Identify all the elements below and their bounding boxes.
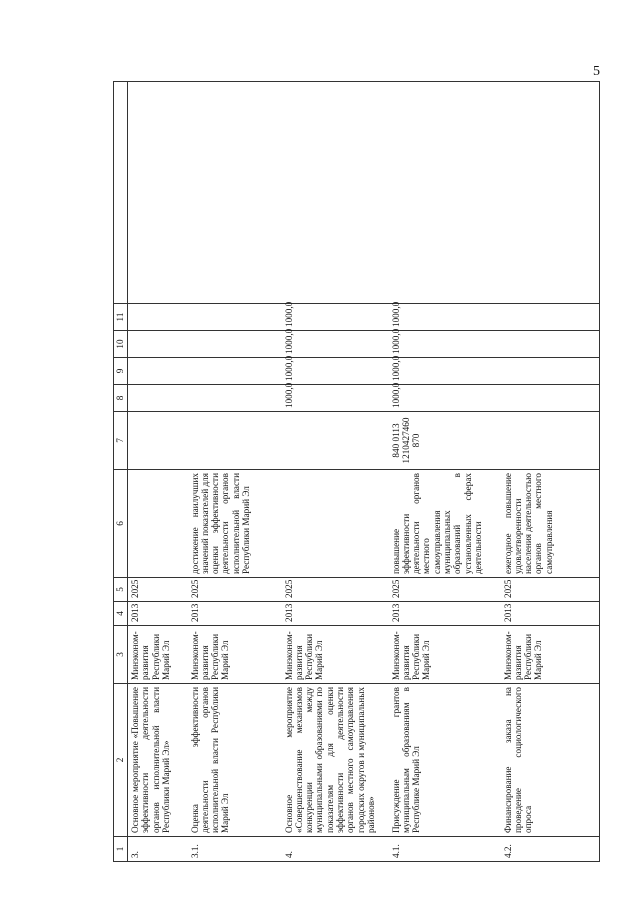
table-row <box>282 82 389 862</box>
expected-result: ежегодное повышение удовлетворенности населения деятельностью органов местного самоуправления <box>501 470 600 578</box>
budget-code <box>282 412 389 470</box>
executor: Минэконом-развития Республики Марий Эл <box>282 626 389 684</box>
value-col-11: 1000,0 <box>389 304 501 331</box>
value-col-11 <box>501 304 600 331</box>
row-number: 3.1. <box>188 837 282 862</box>
column-number-5: 5 <box>114 578 128 602</box>
value-col-8 <box>501 385 600 412</box>
blank-cell <box>282 82 389 304</box>
column-number-2: 2 <box>114 684 128 837</box>
header-row <box>114 82 128 862</box>
expected-result: достижение наилучших значений показателей для оценки эффективности деятельности органов исполнительной власти Республики Марий Эл <box>188 470 282 578</box>
row-number: 4.1. <box>389 837 501 862</box>
start-year: 2013 <box>188 602 282 626</box>
value-col-11: 1000,0 <box>282 304 389 331</box>
table-row <box>389 82 501 862</box>
activity-name: Основное мероприятие «Совершенствование механизмов конкуренции между муниципальными образованиями по показателям для оценки эффективности деятельности органов местного самоуправления городских округов и муниципальных районов» <box>282 684 389 837</box>
rotated-table-sheet <box>113 82 603 862</box>
value-col-8: 1000,0 <box>389 385 501 412</box>
start-year: 2013 <box>128 602 188 626</box>
value-col-9: 1000,0 <box>282 358 389 385</box>
table-row <box>188 82 282 862</box>
end-year: 2025 <box>501 578 600 602</box>
end-year: 2025 <box>389 578 501 602</box>
column-number-7: 7 <box>114 412 128 470</box>
column-number-1: 1 <box>114 837 128 862</box>
budget-code <box>128 412 188 470</box>
blank-cell <box>501 82 600 304</box>
activity-name: Финансирование заказа на проведение социологического опроса <box>501 684 600 837</box>
expected-result: повышение эффективности деятельности органов местного самоуправления муниципальных образований в установленных сферах деятельности <box>389 470 501 578</box>
value-col-8 <box>188 385 282 412</box>
activity-name: Присуждение грантов муниципальным образованиям в Республике Марий Эл <box>389 684 501 837</box>
value-col-10: 1000,0 <box>389 331 501 358</box>
budget-code: 840 0113 1210427460 870 <box>389 412 501 470</box>
start-year: 2013 <box>501 602 600 626</box>
end-year: 2025 <box>128 578 188 602</box>
value-col-9: 1000,0 <box>389 358 501 385</box>
value-col-11 <box>128 304 188 331</box>
row-number: 3. <box>128 837 188 862</box>
value-col-11 <box>188 304 282 331</box>
column-number-11: 11 <box>114 304 128 331</box>
row-number: 4. <box>282 837 389 862</box>
activity-name: Основное мероприятие «Повышение эффективности деятельности органов исполнительной власти Республики Марий Эл» <box>128 684 188 837</box>
budget-code <box>188 412 282 470</box>
value-col-9 <box>501 358 600 385</box>
blank-cell <box>188 82 282 304</box>
value-col-9 <box>188 358 282 385</box>
table-row <box>128 82 188 862</box>
start-year: 2013 <box>282 602 389 626</box>
value-col-10 <box>501 331 600 358</box>
column-number-6: 6 <box>114 470 128 578</box>
blank-cell <box>128 82 188 304</box>
column-number-9: 9 <box>114 358 128 385</box>
activity-name: Оценка эффективности деятельности органов исполнительной власти Республики Марий Эл <box>188 684 282 837</box>
column-blank <box>114 82 128 304</box>
value-col-8 <box>128 385 188 412</box>
end-year: 2025 <box>282 578 389 602</box>
page-number: 5 <box>593 64 600 79</box>
value-col-10: 1000,0 <box>282 331 389 358</box>
value-col-10 <box>128 331 188 358</box>
column-number-4: 4 <box>114 602 128 626</box>
executor: Минэконом-развития Республики Марий Эл <box>389 626 501 684</box>
program-activities-table <box>113 81 600 862</box>
expected-result <box>128 470 188 578</box>
column-number-8: 8 <box>114 385 128 412</box>
executor: Минэконом-развития Республики Марий Эл <box>128 626 188 684</box>
row-number: 4.2. <box>501 837 600 862</box>
executor: Минэконом-развития Республики Марий Эл <box>501 626 600 684</box>
blank-cell <box>389 82 501 304</box>
start-year: 2013 <box>389 602 501 626</box>
value-col-10 <box>188 331 282 358</box>
column-number-3: 3 <box>114 626 128 684</box>
column-number-10: 10 <box>114 331 128 358</box>
expected-result <box>282 470 389 578</box>
executor: Минэконом-развития Республики Марий Эл <box>188 626 282 684</box>
end-year: 2025 <box>188 578 282 602</box>
table-row <box>501 82 600 862</box>
value-col-9 <box>128 358 188 385</box>
budget-code <box>501 412 600 470</box>
value-col-8: 1000,0 <box>282 385 389 412</box>
